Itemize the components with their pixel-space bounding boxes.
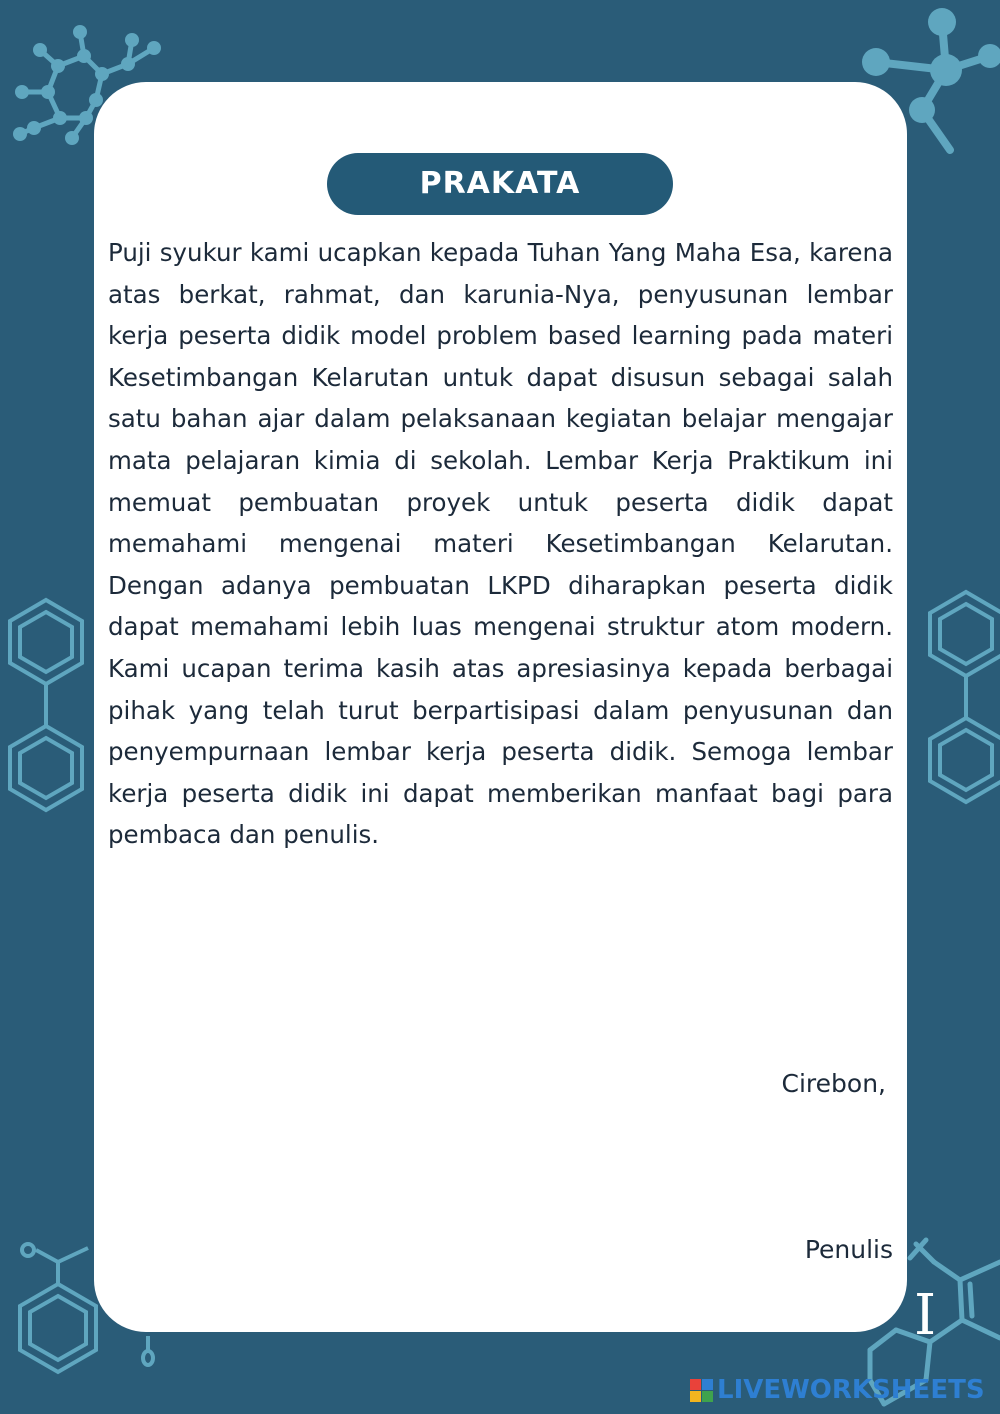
page-title: PRAKATA [327,153,673,215]
benzene-ring-icon [930,592,1000,802]
liveworksheets-watermark [690,1373,985,1407]
liveworksheets-logo-icon [690,1379,713,1402]
preface-paragraph: Puji syukur kami ucapkan kepada Tuhan Yang Maha Esa, karena atas berkat, rahmat, dan karunia-Nya, penyusunan lembar kerja peserta didik model problem based learning pada materi Kesetimbangan Kelarutan untuk dapat disusun sebagai salah satu bahan ajar dalam pelaksanaan kegiatan belajar mengajar mata pelajaran kimia di sekolah. Lembar Kerja Praktikum ini memuat pembuatan proyek untuk peserta didik dapat memahami mengenai materi Kesetimbangan Kelarutan. Dengan adanya pembuatan LKPD diharapkan peserta didik dapat memahami lebih luas mengenai struktur atom modern. Kami ucapan terima kasih atas apresiasinya kepada berbagai pihak yang telah turut berpartisipasi dalam penyusunan dan penyempurnaan lembar kerja peserta didik. Semoga lembar kerja peserta didik ini dapat memberikan manfaat bagi para pembaca dan penulis. [108,238,893,850]
benzene-ring-icon [10,600,82,810]
watermark-text: LIVEWORKSHEETS [717,1375,985,1405]
page-number: I [914,1283,937,1348]
signature-place: Cirebon, [781,1069,886,1098]
content-card [94,82,907,1332]
signature-author: Penulis [804,1235,893,1264]
